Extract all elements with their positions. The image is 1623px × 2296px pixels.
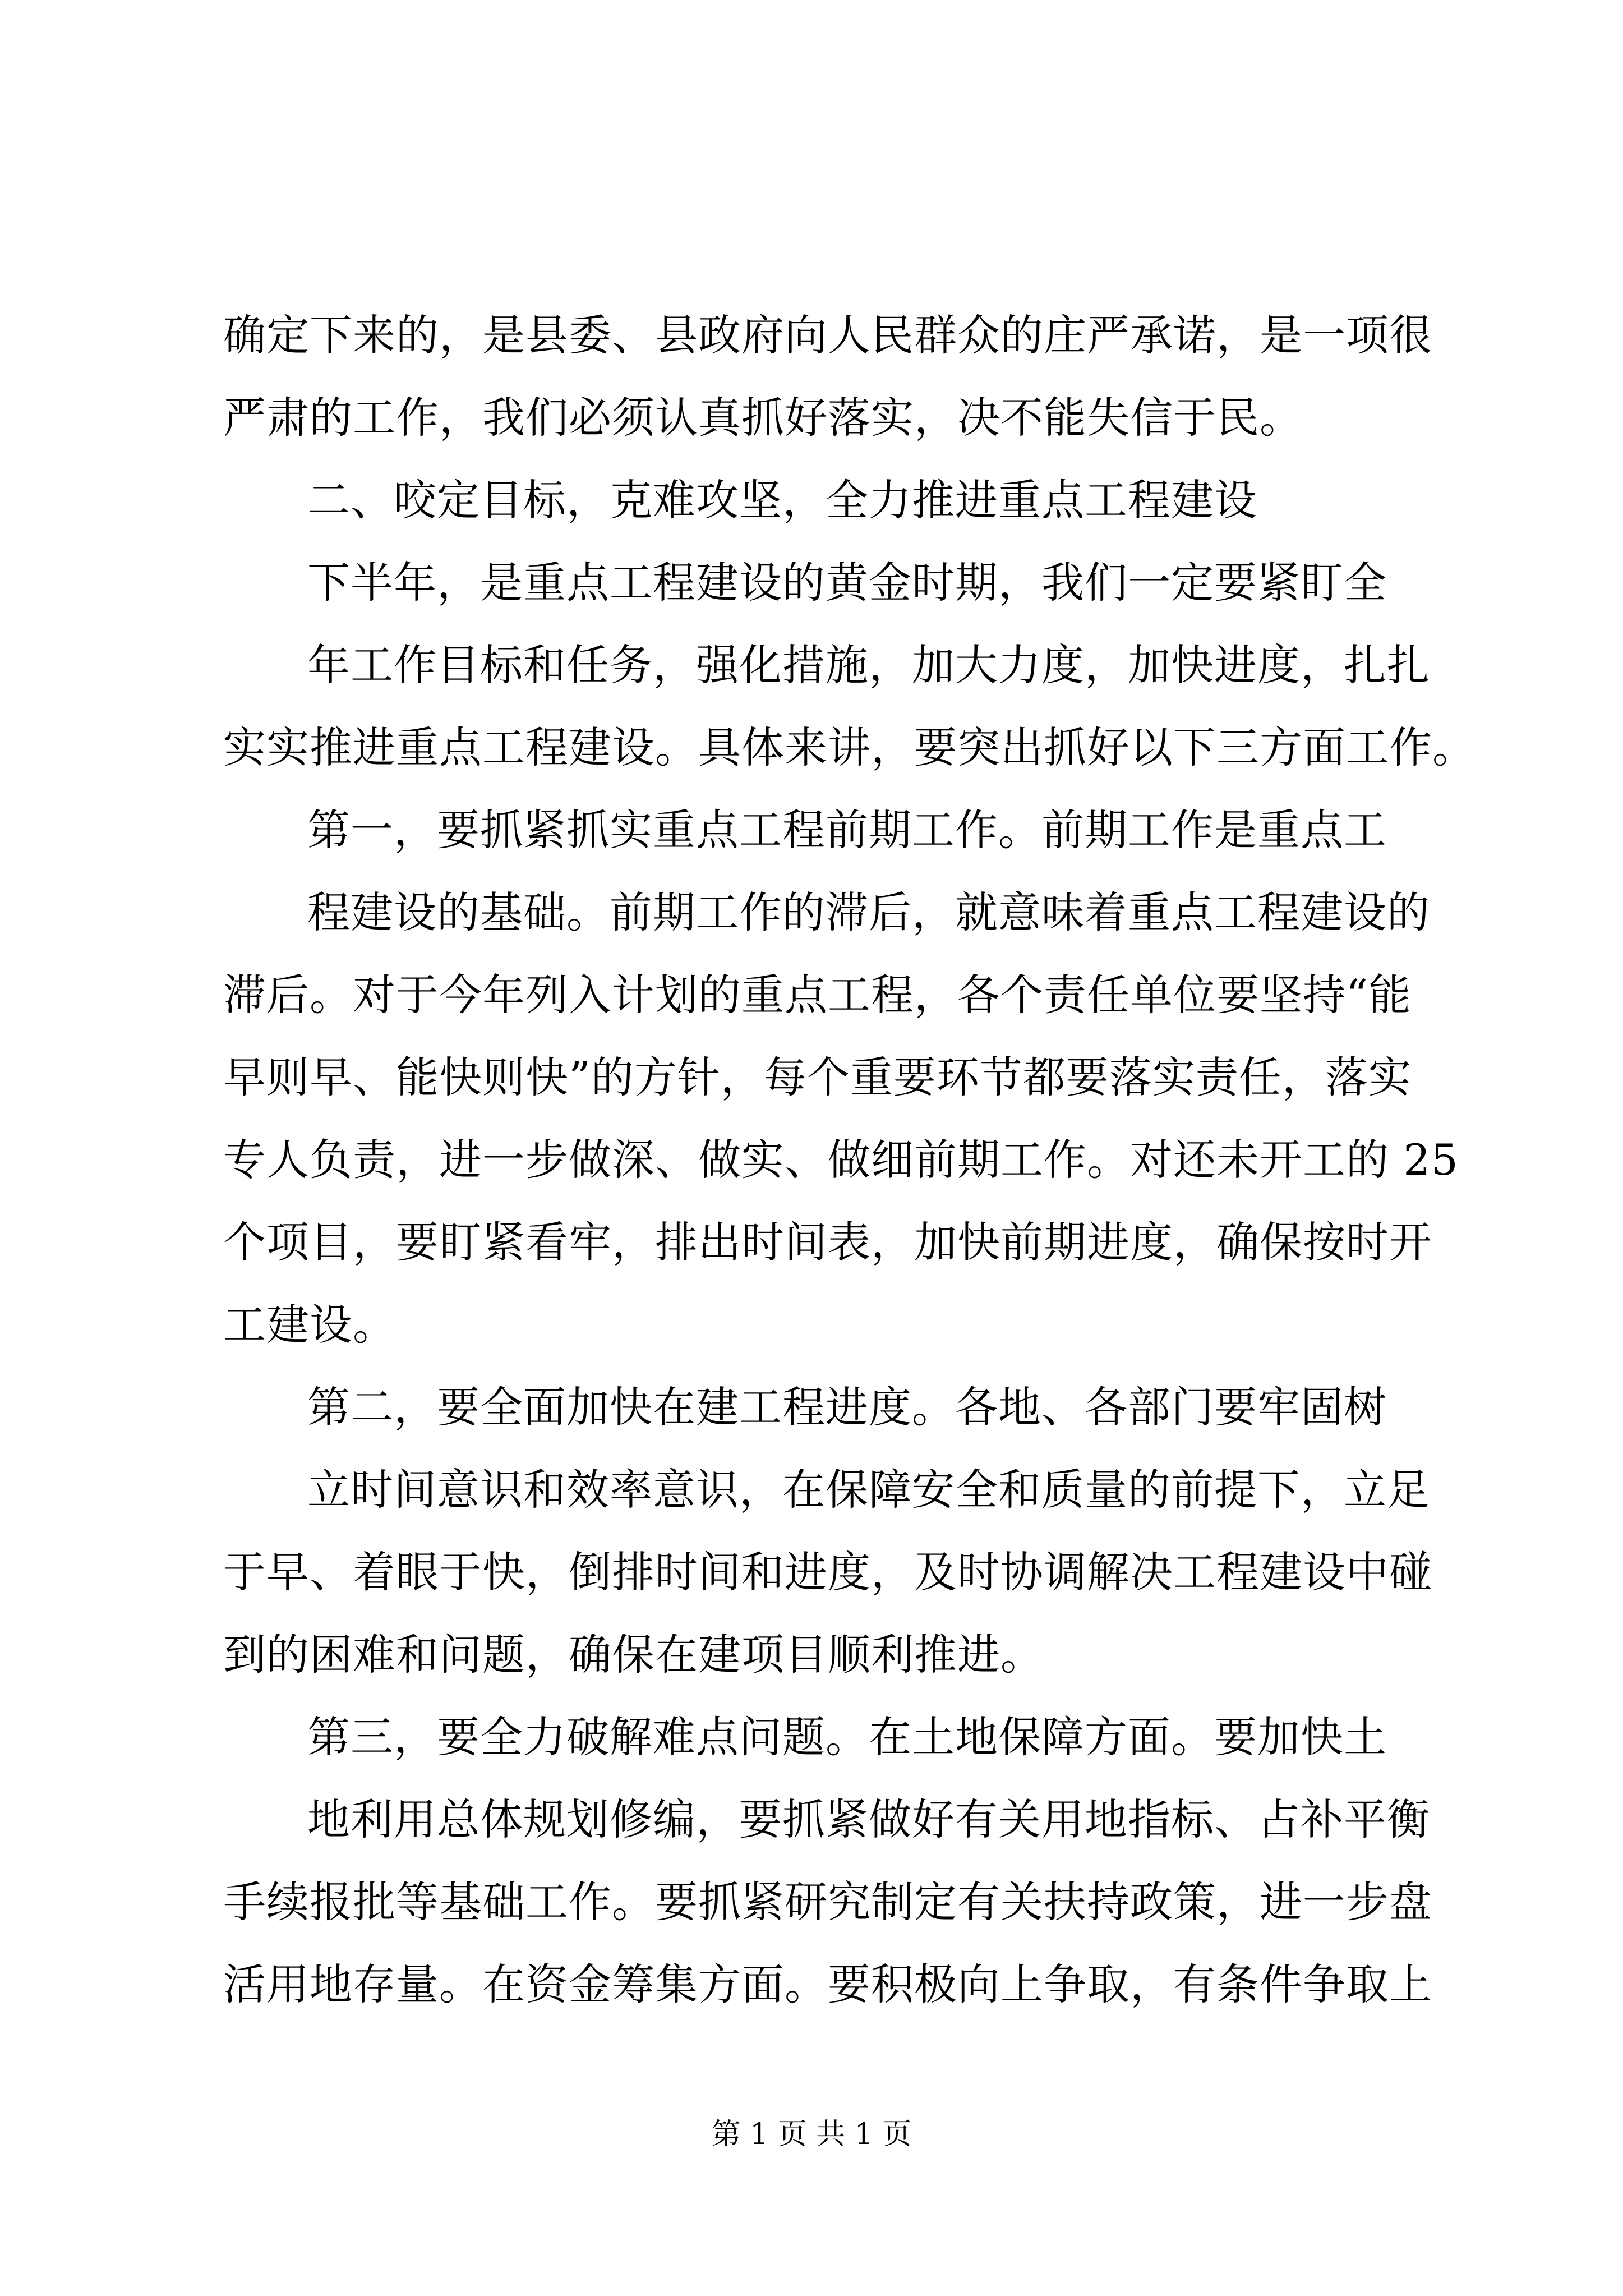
text-line: 手续报批等基础工作。要抓紧研究制定有关扶持政策，进一步盘 [223,1877,1432,1927]
text-line: 地利用总体规划修编，要抓紧做好有关用地指标、占补平衡 [307,1795,1430,1844]
text-line: 程建设的基础。前期工作的滞后，就意味着重点工程建设的 [307,887,1430,937]
text-line: 立时间意识和效率意识，在保障安全和质量的前提下，立足 [307,1465,1430,1515]
text-line: 到的困难和问题，确保在建项目顺利推进。 [223,1630,1044,1680]
text-line: 于早、着眼于快，倒排时间和进度，及时协调解决工程建设中碰 [223,1547,1432,1597]
text-line: 严肃的工作，我们必须认真抓好落实，决不能失信于民。 [223,393,1303,443]
text-line: 实实推进重点工程建设。具体来讲，要突出抓好以下三方面工作。 [223,723,1476,772]
text-line: 下半年，是重点工程建设的黄金时期，我们一定要紧盯全 [307,558,1387,608]
section-heading: 二、咬定目标，克难攻坚，全力推进重点工程建设 [307,475,1257,525]
text-line: 活用地存量。在资金筹集方面。要积极向上争取，有条件争取上 [223,1959,1432,2009]
text-line: 第一，要抓紧抓实重点工程前期工作。前期工作是重点工 [307,805,1387,855]
text-line: 年工作目标和任务，强化措施，加大力度，加快进度，扎扎 [307,640,1430,690]
text-line: 第三，要全力破解难点问题。在土地保障方面。要加快土 [307,1712,1387,1762]
text-line: 第二，要全面加快在建工程进度。各地、各部门要牢固树 [307,1382,1387,1432]
text-line: 滞后。对于今年列入计划的重点工程，各个责任单位要坚持“能 [223,970,1412,1020]
text-line: 工建设。 [223,1300,396,1350]
text-line: 早则早、能快则快”的方针，每个重要环节都要落实责任，落实 [223,1052,1412,1102]
text-line: 个项目，要盯紧看牢，排出时间表，加快前期进度，确保按时开 [223,1217,1432,1267]
text-line: 专人负责，进一步做深、做实、做细前期工作。对还未开工的 25 [223,1135,1459,1185]
text-line: 确定下来的，是县委、县政府向人民群众的庄严承诺，是一项很 [223,310,1432,360]
page-number-footer: 第 1 页 共 1 页 [711,2118,912,2151]
